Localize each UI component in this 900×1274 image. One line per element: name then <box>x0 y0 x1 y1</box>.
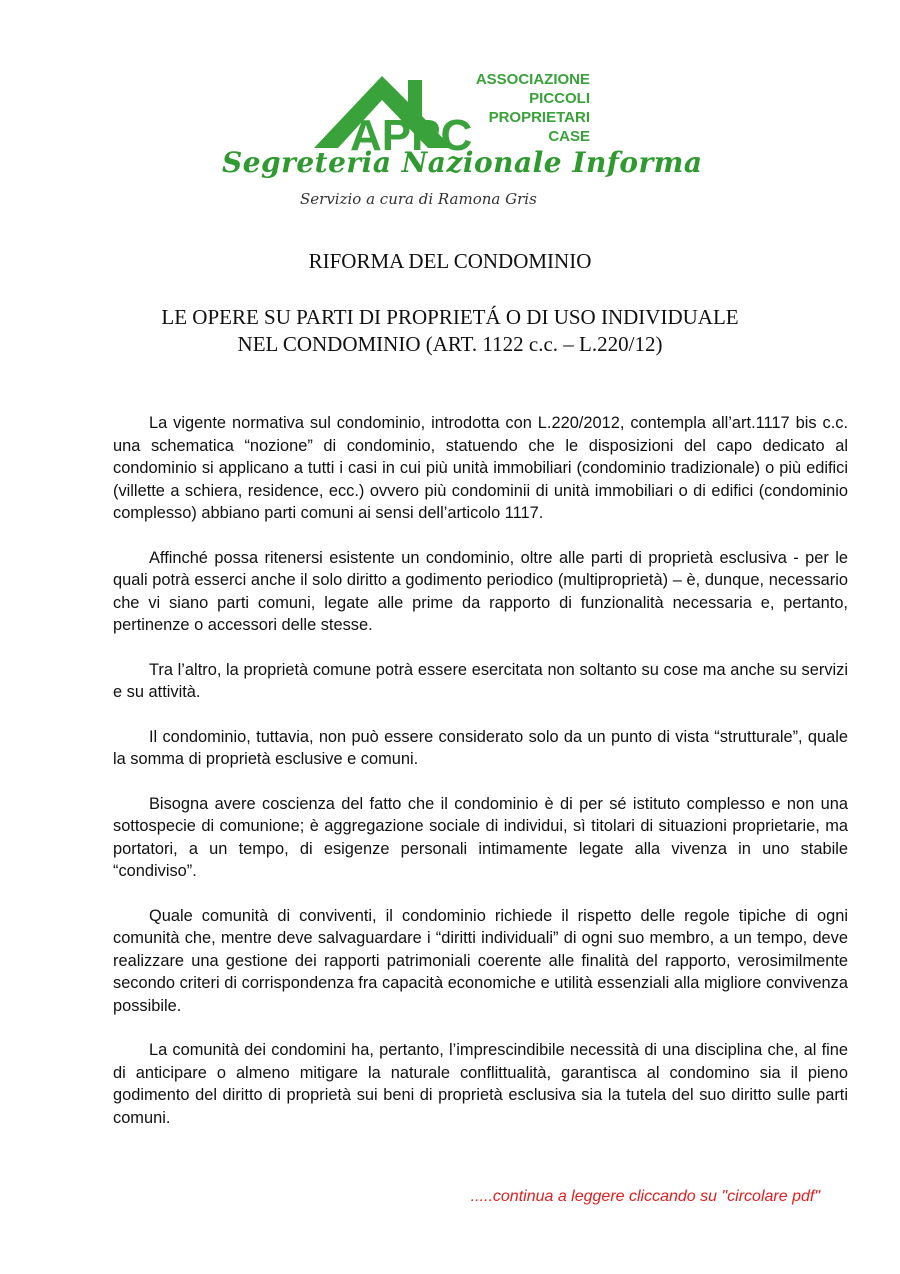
document-body <box>113 412 848 1151</box>
body-paragraph: Bisogna avere coscienza del fatto che il condominio è di per sé istituto complesso e non una sottospecie di comunione; è aggregazione sociale di individui, sì titolari di situazioni proprietarie, ma portatori, a un tempo, di esigenze personali intimamente legate alla vivenza in uno stabile “condiviso”. <box>113 794 848 880</box>
body-paragraph: Affinché possa ritenersi esistente un condominio, oltre alle parti di proprietà esclusiva - per le quali potrà esserci anche il solo diritto a godimento periodico (multiproprietà) – è, dunque, necessario che vi siano parti comuni, legate alle prime da rapporto di funzionalità necessaria e, pertanto, pertinenze o accessori delle stesse. <box>113 548 848 634</box>
body-paragraph: Tra l’altro, la proprietà comune potrà essere esercitata non soltanto su cose ma anche su servizi e su attività. <box>113 660 848 701</box>
logo-letters: APPC <box>350 111 473 158</box>
association-name <box>460 70 590 146</box>
association-line: ASSOCIAZIONE <box>475 71 590 88</box>
body-paragraph: La vigente normativa sul condominio, introdotta con L.220/2012, contempla all’art.1117 bis c.c. una schematica “nozione” di condominio, statuendo che le disposizioni del capo dedicato al condominio si applicano a tutti i casi in cui più unità immobiliari (condominio tradizionale) o più edifici (villette a schiera, residence, ecc.) ovvero più condominii di unità immobiliari o di edifici (condominio complesso) abbiano parti comuni ai sensi dell’articolo 1117. <box>113 414 848 522</box>
body-paragraph: Il condominio, tuttavia, non può essere considerato solo da un punto di vista “strutturale”, quale la somma di proprietà esclusive e comuni. <box>113 727 848 768</box>
document-title: RIFORMA DEL CONDOMINIO <box>308 249 592 273</box>
document-subtitle <box>0 304 900 358</box>
segreteria-heading: Segreteria Nazionale Informa <box>222 146 703 179</box>
servizio-credit: Servizio a cura di Ramona Gris <box>300 190 537 208</box>
letterhead <box>0 0 900 230</box>
body-paragraph: Quale comunità di conviventi, il condominio richiede il rispetto delle regole tipiche di ogni comunità che, mentre deve salvaguardare i “diritti individuali” di ogni suo membro, a un tempo, deve realizzare una gestione dei rapporti patrimoniali coerente alle finalità del rapporto, verosimilmente secondo criteri di corrispondenza fra capacità economiche e utilità essenziali alla migliore convivenza possibile. <box>113 906 848 1015</box>
association-line: PICCOLI <box>529 90 590 107</box>
continue-reading-link[interactable]: .....continua a leggere cliccando su "circolare pdf" <box>470 1188 820 1205</box>
appc-house-logo <box>310 68 475 158</box>
association-line: CASE <box>548 128 590 145</box>
subtitle-line: NEL CONDOMINIO (ART. 1122 c.c. – L.220/12) <box>237 332 663 356</box>
body-paragraph: La comunità dei condomini ha, pertanto, l’imprescindibile necessità di una disciplina che, al fine di anticipare o almeno mitigare la naturale conflittualità, garantisca al condomino sia il pieno godimento del diritto di proprietà sui beni di proprietà esclusiva sia la tutela del suo diritto sulle parti comuni. <box>113 1041 848 1127</box>
association-line: PROPRIETARI <box>488 109 590 126</box>
subtitle-line: LE OPERE SU PARTI DI PROPRIETÁ O DI USO INDIVIDUALE <box>161 305 739 329</box>
